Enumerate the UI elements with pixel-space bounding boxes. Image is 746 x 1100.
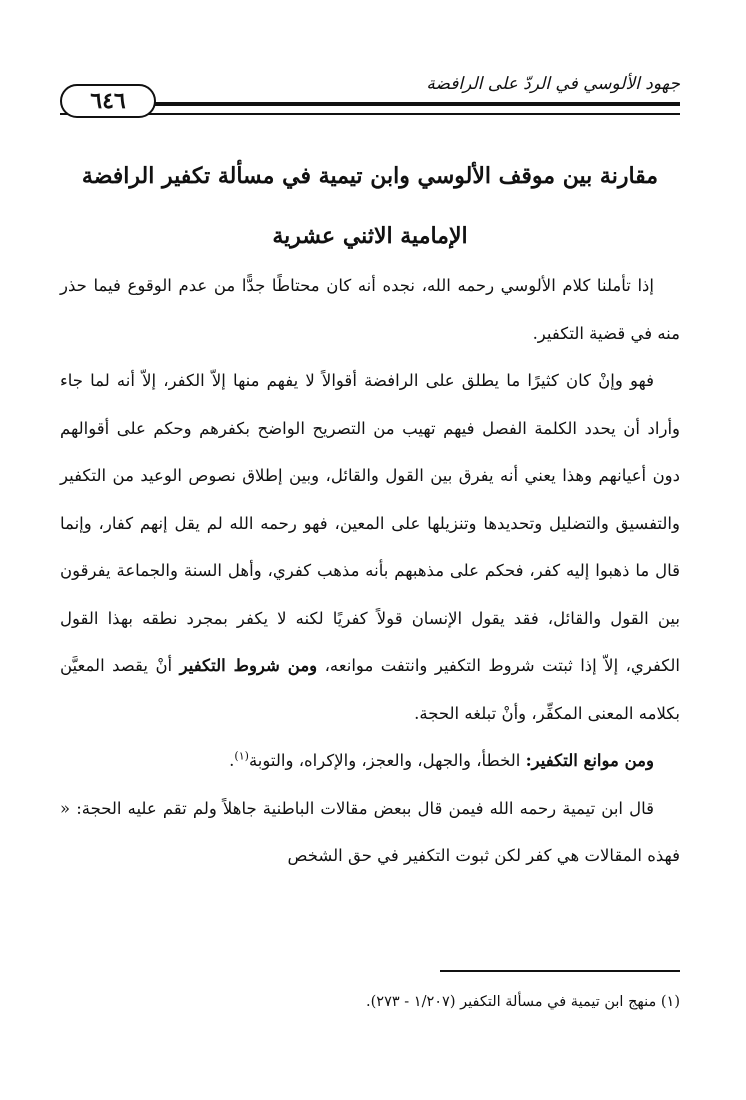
- paragraph-3: [60, 737, 680, 785]
- paragraph-2-text: فهو وإنْ كان كثيرًا ما يطلق على الرافضة أقوالاً لا يفهم منها إلاّ الكفر، إلاّ أنه لما جاء وأراد أن يحدد الكلمة الفصل فيهم تهيب من التصريح الواضح بكفرهم وحكم على أقوالهم دون أعيانهم وهذا يعني أنه يفرق بين القول والقائل، وبين إطلاق نصوص الوعيد من التكفير والتفسيق والتضليل وتحديدها وتنزيلها على المعين، فهو رحمه الله لم يقل إنهم كفار، وإنما قال ما ذهبوا إليه كفر، فحكم على مذهبهم بأنه مذهب كفري، وأهل السنة والجماعة يفرقون بين القول والقائل، فقد يقول الإنسان قولاً كفريًا لكنه لا يكفر بمجرد نطقه بهذا القول الكفري، إلاّ إذا ثبتت شروط التكفير وانتفت موانعه،: [60, 371, 681, 675]
- page-number: ٦٤٦: [60, 84, 156, 118]
- paragraph-2-bold: ومن شروط التكفير: [179, 656, 318, 675]
- section-title-line-1: مقارنة بين موقف الألوسي وابن تيمية في مسألة تكفير الرافضة: [81, 163, 659, 189]
- paragraph-2-end: أنْ يقصد المعيَّن بكلامه المعنى المكفِّر، وأنْ تبلغه الحجة.: [60, 656, 680, 723]
- paragraph-3-text: الخطأ، والجهل، والعجز، والإكراه، والتوبة: [248, 751, 521, 770]
- paragraph-1: إذا تأملنا كلام الألوسي رحمه الله، نجده أنه كان محتاطًا جدًّا من عدم الوقوع فيما حذر منه في قضية التكفير.: [60, 276, 680, 343]
- running-title: جهود الألوسي في الردّ على الرافضة: [426, 74, 680, 94]
- section-title-line-2: الإمامية الاثني عشرية: [272, 223, 468, 249]
- section-title: [60, 146, 680, 266]
- header-thick-rule: [150, 102, 680, 106]
- footnote-reference[interactable]: (١): [234, 749, 249, 763]
- paragraph-3-end: .: [229, 751, 235, 770]
- paragraph-3-bold: ومن موانع التكفير:: [525, 751, 654, 770]
- header-thin-rule: [60, 113, 680, 115]
- footnote-divider: [440, 970, 680, 972]
- paragraph-4: قال ابن تيمية رحمه الله فيمن قال ببعض مقالات الباطنية جاهلاً ولم تقم عليه الحجة: « فهذه المقالات هي كفر لكن ثبوت التكفير في حق الشخص: [60, 798, 680, 865]
- paragraph-2: [60, 357, 680, 737]
- body-text: [60, 262, 680, 880]
- page-header: [60, 62, 680, 132]
- footnote: (١) منهج ابن تيمية في مسألة التكفير (١/٢٠٧ - ٢٧٣).: [366, 994, 680, 1010]
